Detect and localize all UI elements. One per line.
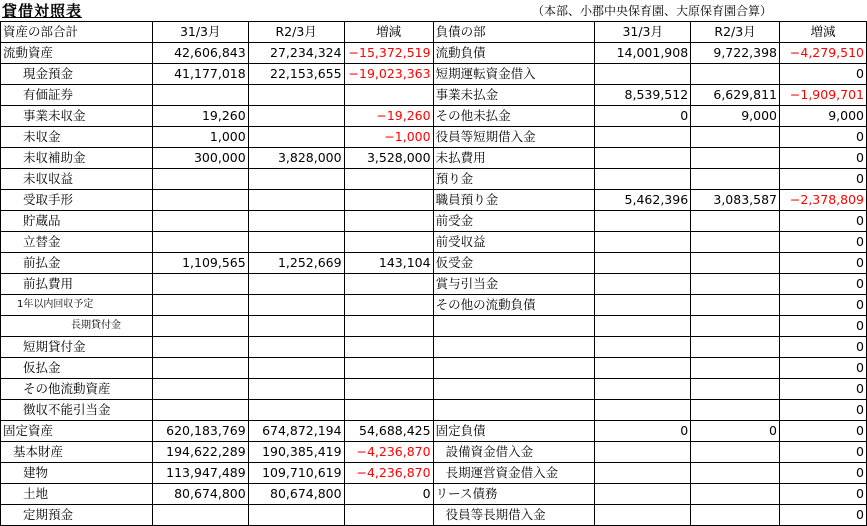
asset-value	[248, 169, 344, 190]
liability-label	[433, 337, 595, 358]
liability-value	[595, 148, 691, 169]
asset-value	[344, 190, 433, 211]
liability-value: 0	[780, 463, 867, 484]
liability-value	[691, 484, 780, 505]
liability-value: 0	[780, 400, 867, 421]
table-row	[1, 169, 867, 190]
liability-label: 固定負債	[433, 421, 595, 442]
asset-value	[344, 169, 433, 190]
table-row	[1, 43, 867, 64]
header-col1-right: 31/3月	[595, 22, 691, 43]
liability-label: その他未払金	[433, 106, 595, 127]
asset-label: 1年以内回収予定	[1, 295, 153, 316]
table-row	[1, 148, 867, 169]
table-row	[1, 232, 867, 253]
asset-value	[344, 232, 433, 253]
liability-value	[691, 400, 780, 421]
liability-label: 短期運転資金借入	[433, 64, 595, 85]
asset-value	[248, 379, 344, 400]
table-row	[1, 127, 867, 148]
asset-value: −19,023,363	[344, 64, 433, 85]
liability-value	[595, 274, 691, 295]
liability-value: 0	[780, 484, 867, 505]
asset-label: 未収収益	[1, 169, 153, 190]
asset-value	[248, 85, 344, 106]
liability-value: 0	[780, 274, 867, 295]
asset-value: −4,236,870	[344, 442, 433, 463]
liability-label: リース債務	[433, 484, 595, 505]
balance-sheet-table	[0, 21, 867, 526]
asset-label: 流動資産	[1, 43, 153, 64]
liability-label: 役員等長期借入金	[433, 505, 595, 526]
liability-value: 3,083,587	[691, 190, 780, 211]
liability-value: 0	[780, 316, 867, 337]
asset-value	[248, 232, 344, 253]
asset-label: 定期預金	[1, 505, 153, 526]
liability-label: 設備資金借入金	[433, 442, 595, 463]
liability-label	[433, 400, 595, 421]
page-title: 貸借対照表	[2, 2, 83, 20]
liability-value	[691, 148, 780, 169]
liability-value	[691, 337, 780, 358]
asset-label: 長期貸付金	[1, 316, 153, 337]
asset-value	[344, 211, 433, 232]
liability-label: 仮受金	[433, 253, 595, 274]
asset-value	[344, 316, 433, 337]
asset-value	[248, 400, 344, 421]
asset-value	[248, 337, 344, 358]
asset-value	[152, 211, 248, 232]
liability-value	[691, 316, 780, 337]
asset-value	[248, 190, 344, 211]
liability-value	[595, 400, 691, 421]
header-liabilities: 負債の部	[433, 22, 595, 43]
asset-value: 3,828,000	[248, 148, 344, 169]
asset-label: 仮払金	[1, 358, 153, 379]
liability-value	[595, 463, 691, 484]
asset-value	[344, 400, 433, 421]
asset-value	[344, 274, 433, 295]
table-row	[1, 295, 867, 316]
liability-value	[595, 484, 691, 505]
asset-value: 3,528,000	[344, 148, 433, 169]
liability-value	[595, 295, 691, 316]
asset-value	[248, 274, 344, 295]
asset-label: 建物	[1, 463, 153, 484]
liability-value	[691, 232, 780, 253]
table-row	[1, 211, 867, 232]
header-row	[1, 22, 867, 43]
asset-value: −15,372,519	[344, 43, 433, 64]
liability-value: 0	[780, 232, 867, 253]
liability-label: その他の流動負債	[433, 295, 595, 316]
table-row	[1, 253, 867, 274]
liability-value	[595, 358, 691, 379]
table-row	[1, 379, 867, 400]
liability-value: 0	[691, 421, 780, 442]
liability-label	[433, 358, 595, 379]
asset-value	[248, 316, 344, 337]
liability-value: 6,629,811	[691, 85, 780, 106]
table-row	[1, 190, 867, 211]
asset-value: 674,872,194	[248, 421, 344, 442]
table-row	[1, 442, 867, 463]
asset-value	[248, 106, 344, 127]
asset-label: 前払金	[1, 253, 153, 274]
asset-value: 42,606,843	[152, 43, 248, 64]
table-row	[1, 316, 867, 337]
asset-label: 固定資産	[1, 421, 153, 442]
liability-value	[595, 442, 691, 463]
liability-value	[691, 295, 780, 316]
liability-label: 職員預り金	[433, 190, 595, 211]
asset-label: 未収金	[1, 127, 153, 148]
liability-value: −4,279,510	[780, 43, 867, 64]
asset-value	[152, 232, 248, 253]
asset-value: 143,104	[344, 253, 433, 274]
table-row	[1, 505, 867, 526]
asset-label: 現金預金	[1, 64, 153, 85]
liability-value: 5,462,396	[595, 190, 691, 211]
asset-label: 前払費用	[1, 274, 153, 295]
table-row	[1, 463, 867, 484]
asset-value	[152, 169, 248, 190]
asset-value	[152, 400, 248, 421]
scope-note: （本部、小郡中央保育園、大原保育園合算）	[532, 4, 773, 18]
asset-value	[152, 316, 248, 337]
asset-value: 27,234,324	[248, 43, 344, 64]
asset-value: 19,260	[152, 106, 248, 127]
table-row	[1, 400, 867, 421]
header-assets: 資産の部合計	[1, 22, 153, 43]
asset-value: 194,622,289	[152, 442, 248, 463]
liability-label: 前受金	[433, 211, 595, 232]
asset-value: −19,260	[344, 106, 433, 127]
header-col1-left: 31/3月	[152, 22, 248, 43]
liability-value	[595, 379, 691, 400]
asset-value	[344, 85, 433, 106]
asset-value	[152, 337, 248, 358]
asset-value: 109,710,619	[248, 463, 344, 484]
asset-label: 未収補助金	[1, 148, 153, 169]
liability-value: 0	[780, 253, 867, 274]
table-row	[1, 274, 867, 295]
header-col3-left: 増減	[344, 22, 433, 43]
liability-value: 0	[595, 106, 691, 127]
asset-value	[344, 295, 433, 316]
liability-label	[433, 379, 595, 400]
liability-label	[433, 316, 595, 337]
liability-value	[691, 253, 780, 274]
liability-label: 未払費用	[433, 148, 595, 169]
table-row	[1, 337, 867, 358]
liability-value: 0	[595, 421, 691, 442]
asset-value: 1,252,669	[248, 253, 344, 274]
liability-value: −2,378,809	[780, 190, 867, 211]
liability-label: 前受収益	[433, 232, 595, 253]
liability-value	[595, 64, 691, 85]
table-row	[1, 358, 867, 379]
liability-value: 0	[780, 169, 867, 190]
asset-value: 113,947,489	[152, 463, 248, 484]
liability-value: 0	[780, 64, 867, 85]
liability-value	[595, 337, 691, 358]
table-row	[1, 484, 867, 505]
header-col3-right: 増減	[780, 22, 867, 43]
liability-value	[595, 316, 691, 337]
liability-value: 0	[780, 148, 867, 169]
liability-value: 0	[780, 211, 867, 232]
asset-value	[248, 295, 344, 316]
asset-value: 300,000	[152, 148, 248, 169]
liability-label: 長期運営資金借入金	[433, 463, 595, 484]
asset-value	[152, 274, 248, 295]
asset-value	[248, 211, 344, 232]
asset-value	[344, 379, 433, 400]
liability-value	[691, 274, 780, 295]
liability-label: 事業未払金	[433, 85, 595, 106]
header-col2-right: R2/3月	[691, 22, 780, 43]
liability-value	[595, 127, 691, 148]
liability-value	[691, 127, 780, 148]
asset-value: 0	[344, 484, 433, 505]
liability-value	[691, 505, 780, 526]
asset-label: 貯蔵品	[1, 211, 153, 232]
table-row	[1, 64, 867, 85]
header-col2-left: R2/3月	[248, 22, 344, 43]
liability-value	[595, 211, 691, 232]
asset-value	[344, 358, 433, 379]
liability-label: 預り金	[433, 169, 595, 190]
asset-value: 41,177,018	[152, 64, 248, 85]
liability-value: 0	[780, 295, 867, 316]
liability-value: 9,722,398	[691, 43, 780, 64]
asset-value	[152, 505, 248, 526]
liability-label: 流動負債	[433, 43, 595, 64]
asset-value: 1,000	[152, 127, 248, 148]
asset-label: その他流動資産	[1, 379, 153, 400]
liability-value	[691, 379, 780, 400]
liability-value	[691, 442, 780, 463]
liability-value: 0	[780, 505, 867, 526]
liability-value	[691, 358, 780, 379]
asset-label: 短期貸付金	[1, 337, 153, 358]
asset-value	[344, 505, 433, 526]
liability-value: 8,539,512	[595, 85, 691, 106]
asset-value	[248, 127, 344, 148]
asset-value	[248, 505, 344, 526]
liability-value: 0	[780, 337, 867, 358]
asset-label: 有価証券	[1, 85, 153, 106]
liability-value	[595, 232, 691, 253]
asset-label: 土地	[1, 484, 153, 505]
liability-value: 9,000	[780, 106, 867, 127]
asset-value	[152, 358, 248, 379]
liability-label: 役員等短期借入金	[433, 127, 595, 148]
liability-value: −1,909,701	[780, 85, 867, 106]
liability-value	[595, 169, 691, 190]
asset-value: 1,109,565	[152, 253, 248, 274]
asset-value: 80,674,800	[248, 484, 344, 505]
liability-value	[595, 505, 691, 526]
asset-value: 620,183,769	[152, 421, 248, 442]
liability-value: 0	[780, 127, 867, 148]
liability-value: 0	[780, 358, 867, 379]
asset-value	[152, 85, 248, 106]
liability-value: 0	[780, 379, 867, 400]
liability-value: 9,000	[691, 106, 780, 127]
asset-value: −1,000	[344, 127, 433, 148]
liability-value	[691, 463, 780, 484]
asset-value	[152, 295, 248, 316]
liability-label: 賞与引当金	[433, 274, 595, 295]
table-row	[1, 85, 867, 106]
liability-value: 0	[780, 421, 867, 442]
liability-value	[691, 64, 780, 85]
asset-label: 徴収不能引当金	[1, 400, 153, 421]
table-row	[1, 421, 867, 442]
liability-value: 14,001,908	[595, 43, 691, 64]
asset-value: 54,688,425	[344, 421, 433, 442]
asset-value: −4,236,870	[344, 463, 433, 484]
asset-value: 22,153,655	[248, 64, 344, 85]
asset-value	[152, 190, 248, 211]
asset-value	[152, 379, 248, 400]
asset-label: 受取手形	[1, 190, 153, 211]
asset-label: 基本財産	[1, 442, 153, 463]
liability-value: 0	[780, 442, 867, 463]
asset-label: 事業未収金	[1, 106, 153, 127]
table-row	[1, 106, 867, 127]
liability-value	[595, 253, 691, 274]
asset-value	[344, 337, 433, 358]
asset-value: 190,385,419	[248, 442, 344, 463]
asset-value	[248, 358, 344, 379]
liability-value	[691, 169, 780, 190]
asset-label: 立替金	[1, 232, 153, 253]
asset-value: 80,674,800	[152, 484, 248, 505]
liability-value	[691, 211, 780, 232]
